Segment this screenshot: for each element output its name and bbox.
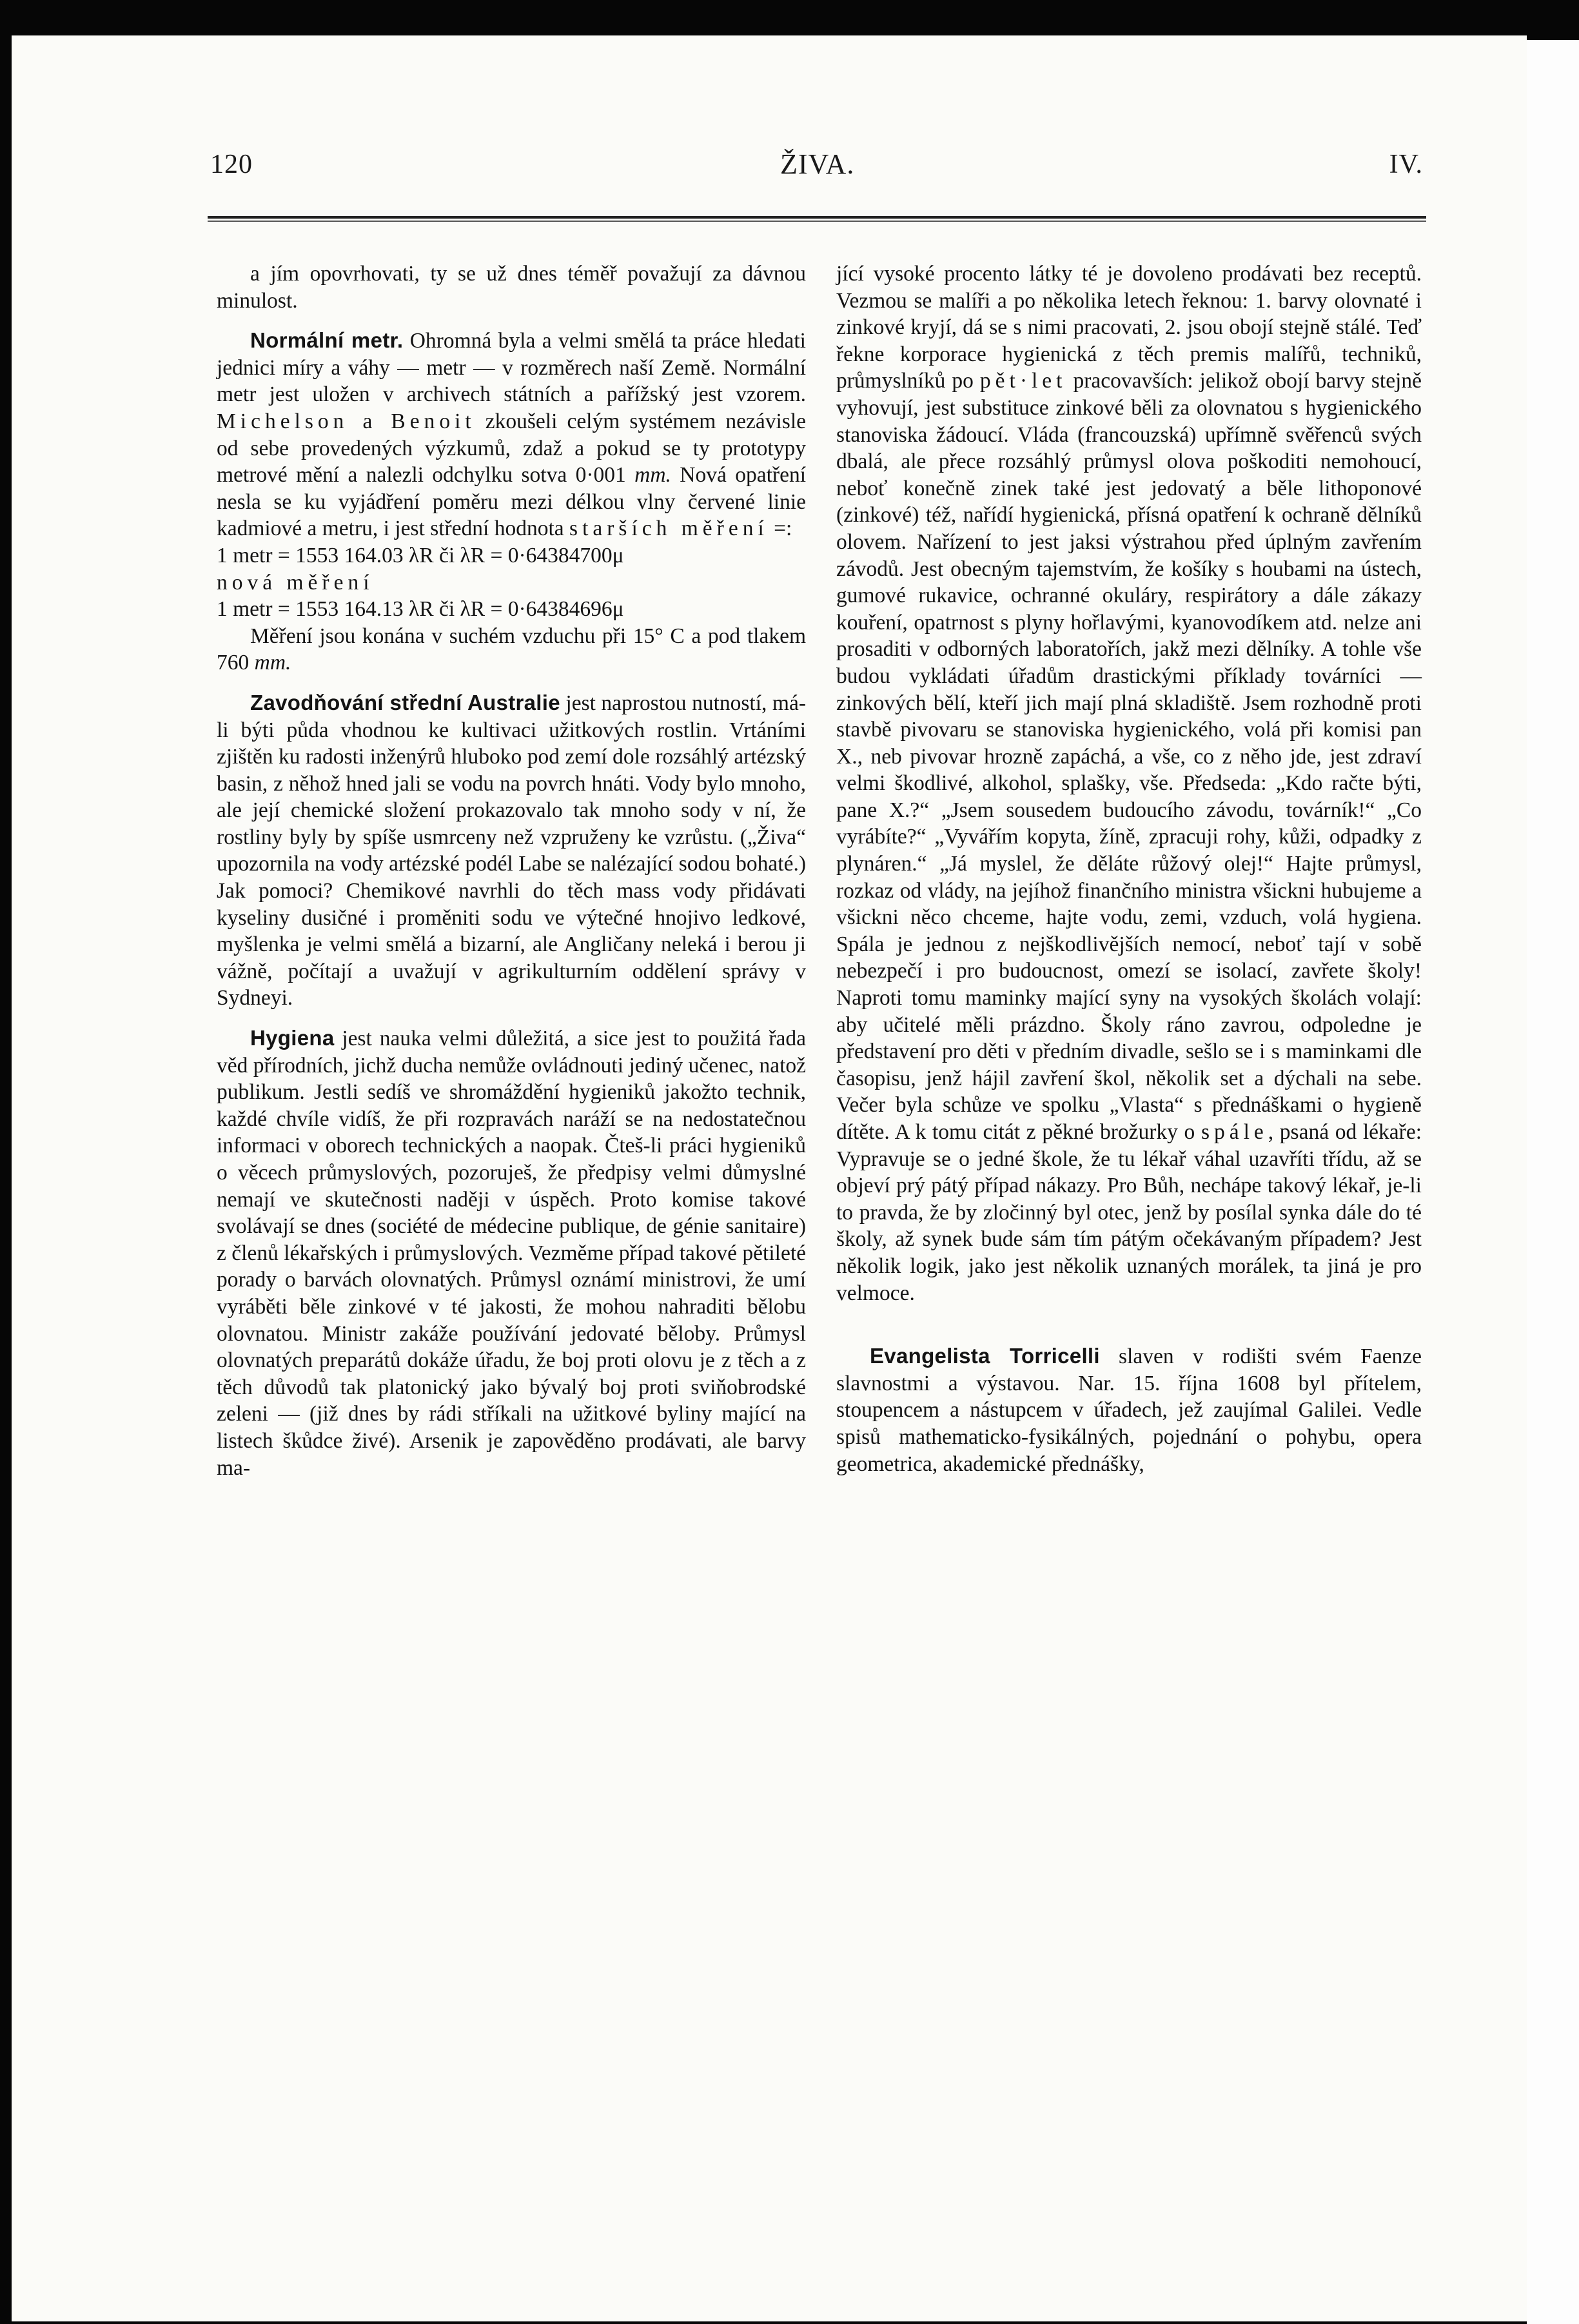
volume-number: IV. bbox=[1389, 150, 1423, 179]
right-column bbox=[836, 261, 1422, 1477]
journal-title: ŽIVA. bbox=[780, 148, 855, 180]
metr-text-3: Nová opatření nesla se ku vyjádření poměru mezi délkou vlny červené linie kadmiové a metru, i jest střední hodnota bbox=[217, 463, 806, 541]
metr-unit: mm. bbox=[634, 463, 671, 487]
hygiena-cont-1: jící vysoké procento látky té je dovoleno prodávati bez receptů. Vezmou se malíři a po několika letech řeknou: 1. barvy olovnaté i zinkové kryjí, dá se s nimi pracovati, 2. jsou obojí stejně stálé. Teď řekne korporace hygienická z těch premis malířů, techniků, průmyslníků po bbox=[836, 262, 1422, 393]
hygiena-continuation bbox=[836, 261, 1422, 1306]
metr-unit-2: mm. bbox=[254, 651, 291, 675]
left-column bbox=[217, 261, 806, 1481]
header-rule bbox=[208, 216, 1426, 219]
hygiena-spale: spále bbox=[1201, 1120, 1268, 1144]
torricelli-heading: Evangelista Torricelli bbox=[870, 1344, 1100, 1368]
metr-conditions bbox=[217, 623, 806, 676]
torricelli-text: slaven v rodišti svém Faenze slavnostmi a výstavou. Nar. 15. října 1608 byl přítelem, stoupencem a nástupcem v úřadech, jež zaujímal Galilei. Vedle spisů mathematicko-fysikálných, pojednání o pohybu, opera geometrica, akademické přednášky, bbox=[836, 1344, 1422, 1476]
intro-paragraph: a jím opovrhovati, ty se už dnes téměř považují za dávnou minulost. bbox=[217, 262, 806, 313]
hygiena-heading: Hygiena bbox=[250, 1026, 335, 1050]
australia-text: jest naprostou nutností, má-li býti půda vhodnou ke kultivaci užitkových rostlin. Vrtáními zjištěn ku radosti inženýrů hluboko pod zemí dole rozsáhlý artézský basin, z něhož hned jali se vodu na povrch hnáti. Vody bylo mnoho, ale její chemické složení prokazovalo tak mnoho sody v ní, že rostliny byly by spíše usmrceny než vzpruženy ke vzrůstu. („Živa“ upozornila na vody artézské podél Labe se nalézající sodou bohaté.) Jak pomoci? Chemikové navrhli do těch mass vody přidávati kyseliny dusičné i proměniti sodu ve výtečné hnojivo ledkové, myšlenka je velmi smělá a bizarní, ale Angličany neleká i berou ji vážně, počítají a uvažují v agrikulturním oddělení správy v Sydneyi. bbox=[217, 691, 807, 1010]
formula-old: 1 metr = 1553 164.03 λR či λR = 0·64384700μ bbox=[217, 543, 624, 567]
metr-names: Michelson a Benoit bbox=[217, 409, 476, 433]
metr-text-5: Měření jsou konána v suchém vzduchu při 15° C a pod tlakem 760 bbox=[217, 624, 806, 675]
page-number: 120 bbox=[210, 150, 253, 179]
new-measurements-label: nová měření bbox=[217, 570, 374, 595]
hygiena-petilet: pět·let bbox=[979, 369, 1067, 393]
metr-text-2: zkoušeli celým systémem nezávisle od sebe provedených výzkumů, zdaž a pokud se ty prototypy metrové mění a nalezli odchylku sotva 0·001 bbox=[217, 409, 806, 487]
adjacent-page-edge bbox=[1527, 40, 1579, 2324]
australia-paragraph bbox=[217, 689, 806, 1012]
header-rule-secondary bbox=[208, 221, 1426, 222]
hygiena-text: jest nauka velmi důležitá, a sice jest to použitá řada věd přírodních, jichž ducha nemůže ovládnouti jediný učenec, natož publikum. Jestli sedíš ve shromáždění hygieniků jakožto technik, každé chvíle vidíš, že při rozpravách naráží se na nedostatečnou informaci v oborech technických a naopak. Čteš-li práci hygieniků o věcech průmyslových, pozoruješ, že předpisy velmi důmyslné nemají ve skutečnosti naději v úspěch. Proto komise takové svolávají se dnes (société de médecine publique, de génie sanitaire) z členů lékařských i průmyslových. Vezměme případ takové pětileté porady o barvách olovnatých. Průmysl oznámí ministrovi, že umí vyráběti běle zinkové v té jakosti, že mohou nahraditi bělobu olovnatou. Ministr zakáže používání jedovaté běloby. Průmysl olovnatých preparátů dokáže úřadu, že boj proti olovu je z těch a z těch důvodů tak platonický jako bývalý boj proti sviňobrodské zeleni — (již dnes by rádi stříkali na užitkové byliny mající na listech škůdce živé). Arsenik je zapověděno prodávati, ale barvy ma- bbox=[217, 1027, 806, 1480]
metr-text-4: =: bbox=[768, 517, 792, 541]
metr-old-measurements: starších měření bbox=[569, 517, 769, 541]
torricelli-paragraph bbox=[836, 1343, 1422, 1477]
hygiena-cont-2: pracovavších: jelikož obojí barvy stejně vyhovují, jest substituce zinkové běli za olovnatou s hygienického stanoviska žádoucí. Vláda (francouzská) upřímně svěřenců svých dbalá, ale přece rozsáhlý průmysl olova poškoditi nemohoucí, neboť konečně zinek také jest jedovatý a běle lithoponové (zinkové) též, nařídí hygienická, přísná opatření k ochraně dělníků olovem. Nařízení to jest jaksi výstrahou před úplným zavřením závodů. Jest obecným tajemstvím, že košíky s houbami na ústech, gumové rukavice, ochranné okuláry, respirátory a dále zákazy kouření, opatrnost s plyny hořlavými, kyanovodíkem atd. nelze ani prosaditi v odborných laboratořích, jakž mezi dělníky. A tohle vše budou vykládati úřadům drastickými příklady továrníci — zinkových bělí, kteří jich mají plná skladiště. Jsem rozhodně proti stavbě pivovaru se stanoviska hygienického, volá při komisi pan X., neb pivovar hrozně zapáchá, a vše, co z něho jde, jest zdraví velmi škodlivé, alkohol, splašky, vše. Předseda: „Kdo račte býti, pane X.?“ „Jsem sousedem budoucího závodu, továrník!“ „Co vyrábíte?“ „Vyvářím kopyta, žíně, zpracuji rohy, kůži, odpadky z plynáren.“ „Já myslel, že děláte růžový olej!“ Hajte průmysl, rozkaz od vlády, na jejíhož finančního ministra všickni hubujeme a všickni něco chceme, hajte vodu, zemi, vzduch, volá hygiena. Spála je jednou z nejškodlivějších nemocí, neboť tají v sobě nebezpečí i pro budoucnost, omezí se isolací, zavřete školy! Naproti tomu maminky mající syny na vysokých školách volají: aby učitelé měli prázdno. Školy ráno zavrou, odpoledne je představení pro děti v předním divadle, sešlo se i s maminkami dle časopisu, jenž hájil zavření škol, několik set a dýchali na sebe. Večer byla schůze ve spolku „Vlasta“ s přednáškami o hygieně dítěte. A k tomu citát z pěkné brožurky o bbox=[836, 369, 1422, 1144]
formula-new: 1 metr = 1553 164.13 λR či λR = 0·64384696μ bbox=[217, 597, 624, 622]
metr-heading: Normální metr. bbox=[250, 328, 404, 353]
metr-paragraph bbox=[217, 327, 806, 542]
australia-heading: Zavodňování střední Australie bbox=[250, 690, 560, 714]
hygiena-paragraph bbox=[217, 1025, 806, 1481]
running-header bbox=[206, 142, 1428, 187]
hygiena-cont-3: , psaná od lékaře: Vypravuje se o jedné škole, že tu lékař váhal uzavříti třídu, až se objeví prý pátý případ nákazy. Pro Bůh, nechápe takový lékař, je-li to pravda, že by zločinný byl otec, jenž by posílal synka dále do té školy, až synek bude sám tím pátým očekávaným případem? Jest několik logik, jako jest několik uznaných morálek, ta jiná je pro velmoce. bbox=[836, 1120, 1422, 1305]
metr-text-1: Ohromná byla a velmi smělá ta práce hledati jednici míry a váhy — metr — v rozměrech naší Země. Normální metr jest uložen v archivech státních a pařížský jest vzorem. bbox=[217, 329, 806, 407]
